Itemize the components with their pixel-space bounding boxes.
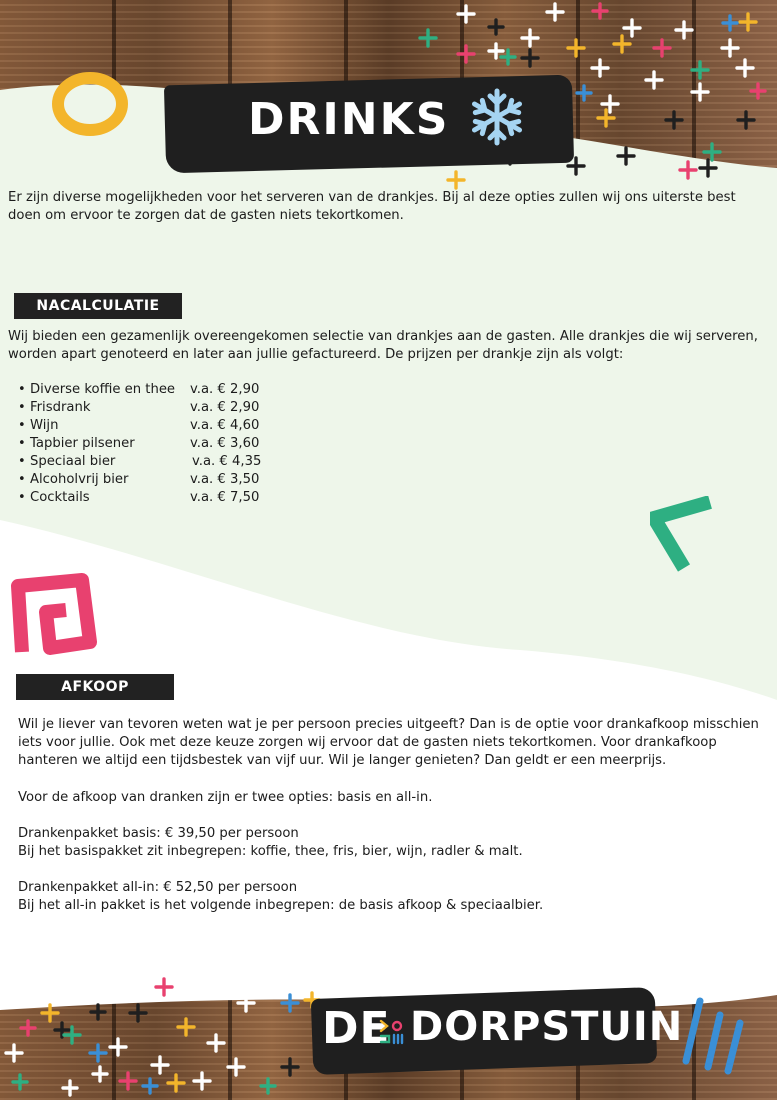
drink-price: v.a. € 4,60: [190, 418, 260, 433]
price-item: [20, 471, 280, 489]
drink-price: v.a. € 4,35: [192, 454, 262, 469]
section-heading-afkoop: AFKOOP: [16, 674, 174, 700]
drink-name: Alcoholvrij bier: [30, 472, 129, 487]
drink-name: Wijn: [30, 418, 59, 433]
drink-name: Cocktails: [30, 490, 90, 505]
afkoop-options-text: Voor de afkoop van dranken zijn er twee opties: basis en all-in.: [18, 790, 433, 805]
allin-package-text: Bij het all-in pakket is het volgende inbegrepen: de basis afkoop & speciaalbier.: [18, 898, 544, 913]
teal-chevron-shape: [650, 496, 720, 574]
section-heading-nacalculatie: NACALCULATIE: [14, 293, 182, 319]
brand-name: DORPSTUIN: [410, 1004, 684, 1050]
page-title: DRINKS: [248, 94, 450, 145]
price-item: [20, 417, 280, 435]
drink-price: v.a. € 7,50: [190, 490, 260, 505]
snowflake-icon: [466, 86, 528, 148]
price-item: [20, 453, 280, 471]
drink-name: Tapbier pilsener: [30, 436, 135, 451]
price-item: [20, 489, 280, 507]
pink-spiral-shape: [10, 572, 100, 664]
drink-price: v.a. € 3,50: [190, 472, 260, 487]
price-item: [20, 399, 280, 417]
brand-mini-icon: [378, 1016, 404, 1046]
price-list: [20, 381, 280, 507]
afkoop-text: Wil je liever van tevoren weten wat je per persoon precies uitgeeft? Dan is de optie voor drankafkoop misschien iets voor jullie. Ook met deze keuze zorgen wij ervoor dat de gasten niets tekortkomen. Voor drankafkoop hanteren we altijd een tijdsbestek van vijf uur. Wil je langer genieten? Dan geldt er een meerprijs.: [18, 717, 759, 768]
price-item: [20, 381, 280, 399]
nacalculatie-text: Wij bieden een gezamenlijk overeengekomen selectie van drankjes aan de gasten. Alle drankjes die wij serveren, worden apart genoteerd en later aan jullie gefactureerd. De prijzen per drankje zijn als volgt:: [8, 329, 758, 362]
drink-price: v.a. € 2,90: [190, 382, 260, 397]
plus-icon-cluster-bottom: [0, 975, 330, 1100]
drink-price: v.a. € 3,60: [190, 436, 260, 451]
blue-stripe-shape: [676, 995, 756, 1075]
basis-package-title: Drankenpakket basis: € 39,50 per persoon: [18, 826, 299, 841]
intro-text: Er zijn diverse mogelijkheden voor het serveren van de drankjes. Bij al deze opties zullen wij ons uiterste best doen om ervoor te zorgen dat de gasten niets tekortkomen.: [8, 190, 736, 223]
yellow-ring-shape: [46, 66, 136, 142]
drink-name: Frisdrank: [30, 400, 91, 415]
drink-price: v.a. € 2,90: [190, 400, 260, 415]
basis-package-text: Bij het basispakket zit inbegrepen: koffie, thee, fris, bier, wijn, radler & malt.: [18, 844, 523, 859]
allin-package-title: Drankenpakket all-in: € 52,50 per persoon: [18, 880, 298, 895]
price-item: [20, 435, 280, 453]
drink-name: Speciaal bier: [30, 454, 116, 469]
drink-name: Diverse koffie en thee: [30, 382, 176, 397]
brand-prefix: DE: [322, 1003, 391, 1054]
